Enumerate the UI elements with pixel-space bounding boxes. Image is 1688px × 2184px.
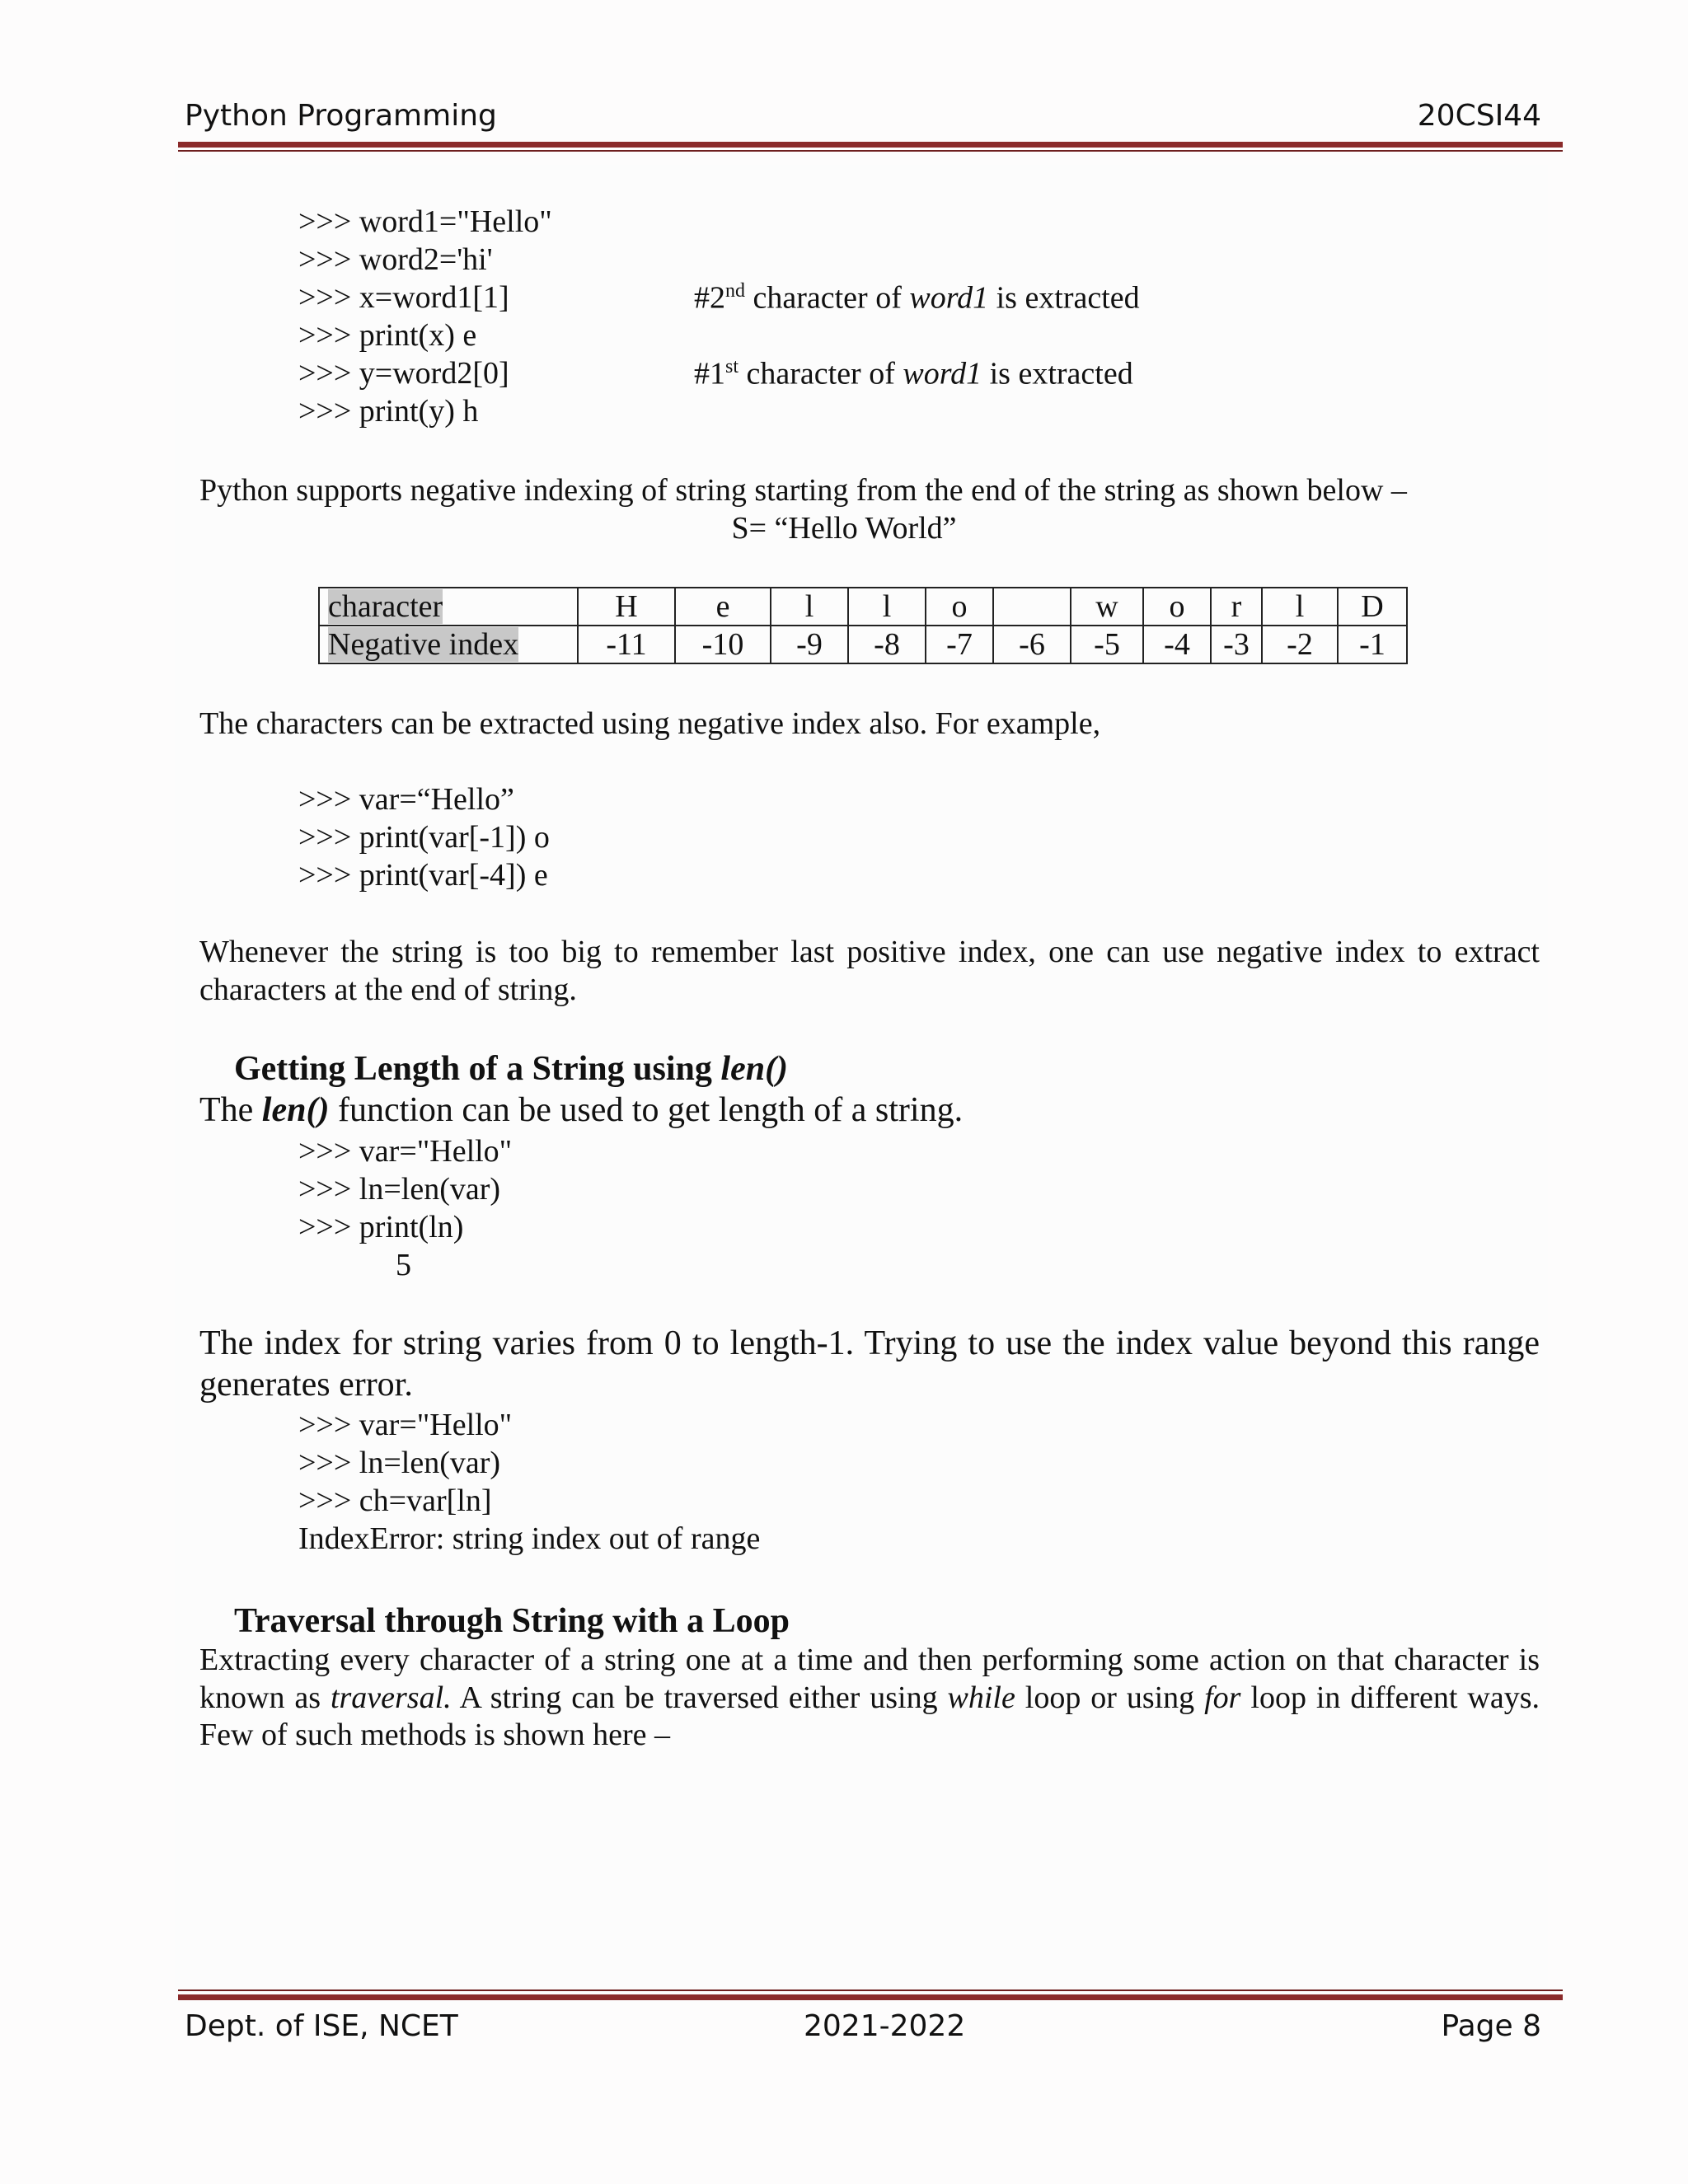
- code-line: >>> ch=var[ln]: [298, 1483, 492, 1518]
- table-cell: w: [1071, 588, 1143, 626]
- negative-index-intro: Python supports negative indexing of string starting from the end of the string as shown below –: [199, 473, 1407, 508]
- row-label: character: [319, 588, 578, 626]
- code-line: >>> print(var[-1]) o: [298, 820, 550, 855]
- footer-rule: [178, 1994, 1563, 2000]
- table-cell: H: [578, 588, 675, 626]
- table-cell: -7: [926, 626, 993, 663]
- table-cell: -10: [675, 626, 771, 663]
- code-line: >>> ln=len(var): [298, 1446, 501, 1480]
- table-cell: -8: [848, 626, 926, 663]
- len-heading: Getting Length of a String using len(): [234, 1050, 789, 1088]
- code-line: >>> print(var[-4]) e: [298, 858, 548, 893]
- code-line: >>> print(y) h: [298, 394, 479, 429]
- header-rule-thin: [178, 150, 1563, 152]
- row-label: Negative index: [319, 626, 578, 663]
- table-cell: -1: [1338, 626, 1407, 663]
- code-line: >>> var=“Hello”: [298, 782, 514, 817]
- code-line: >>> y=word2[0]: [298, 356, 509, 391]
- table-cell: l: [848, 588, 926, 626]
- negative-index-paragraph: Whenever the string is too big to remember last positive index, one can use negative index to extract characters at the end of string.: [199, 935, 1540, 1007]
- code-output: 5: [396, 1248, 411, 1282]
- code-comment: #1st character of word1 is extracted: [694, 356, 1133, 391]
- footer-rule-thin: [178, 1990, 1563, 1991]
- code-line: >>> ln=len(var): [298, 1172, 501, 1207]
- string-definition: S= “Hello World”: [731, 511, 957, 546]
- table-cell: -2: [1262, 626, 1338, 663]
- table-cell: -6: [993, 626, 1071, 663]
- code-comment: #2nd character of word1 is extracted: [694, 280, 1140, 316]
- code-line: >>> word2='hi': [298, 242, 493, 277]
- table-row-characters: [319, 588, 1407, 626]
- table-row-indices: [319, 626, 1407, 663]
- index-range-paragraph: The index for string varies from 0 to length-1. Trying to use the index value beyond this range generates error.: [199, 1324, 1540, 1404]
- code-line: IndexError: string index out of range: [298, 1521, 761, 1556]
- code-line: >>> print(x) e: [298, 318, 477, 353]
- traversal-heading: Traversal through String with a Loop: [234, 1602, 790, 1640]
- footer-year: 2021-2022: [804, 2009, 966, 2043]
- table-cell: r: [1211, 588, 1262, 626]
- table-cell: -4: [1143, 626, 1211, 663]
- table-cell: -11: [578, 626, 675, 663]
- footer-department: Dept. of ISE, NCET: [185, 2009, 458, 2043]
- table-cell: o: [926, 588, 993, 626]
- footer-page-number: Page 8: [1441, 2009, 1541, 2043]
- code-line: >>> var="Hello": [298, 1134, 513, 1169]
- code-line: >>> x=word1[1]: [298, 280, 509, 315]
- header-rule: [178, 142, 1563, 148]
- table-cell: o: [1143, 588, 1211, 626]
- extract-intro: The characters can be extracted using negative index also. For example,: [199, 706, 1101, 741]
- code-line: >>> var="Hello": [298, 1408, 513, 1442]
- table-cell: D: [1338, 588, 1407, 626]
- table-cell: e: [675, 588, 771, 626]
- code-line: >>> word1="Hello": [298, 204, 552, 239]
- table-cell: -9: [771, 626, 848, 663]
- table-cell: [993, 588, 1071, 626]
- header-course-code: 20CSI44: [1417, 99, 1541, 133]
- table-cell: -5: [1071, 626, 1143, 663]
- code-line: >>> print(ln): [298, 1210, 464, 1244]
- table-cell: l: [771, 588, 848, 626]
- header-title: Python Programming: [185, 99, 497, 133]
- negative-index-table: [318, 587, 1408, 664]
- table-cell: l: [1262, 588, 1338, 626]
- table-cell: -3: [1211, 626, 1262, 663]
- traversal-paragraph: Extracting every character of a string one at a time and then performing some action on that character is known as traversal. A string can be traversed either using while loop or using for loop in different ways. Few of such methods is shown here –: [199, 1643, 1540, 1753]
- len-intro: The len() function can be used to get length of a string.: [199, 1091, 964, 1129]
